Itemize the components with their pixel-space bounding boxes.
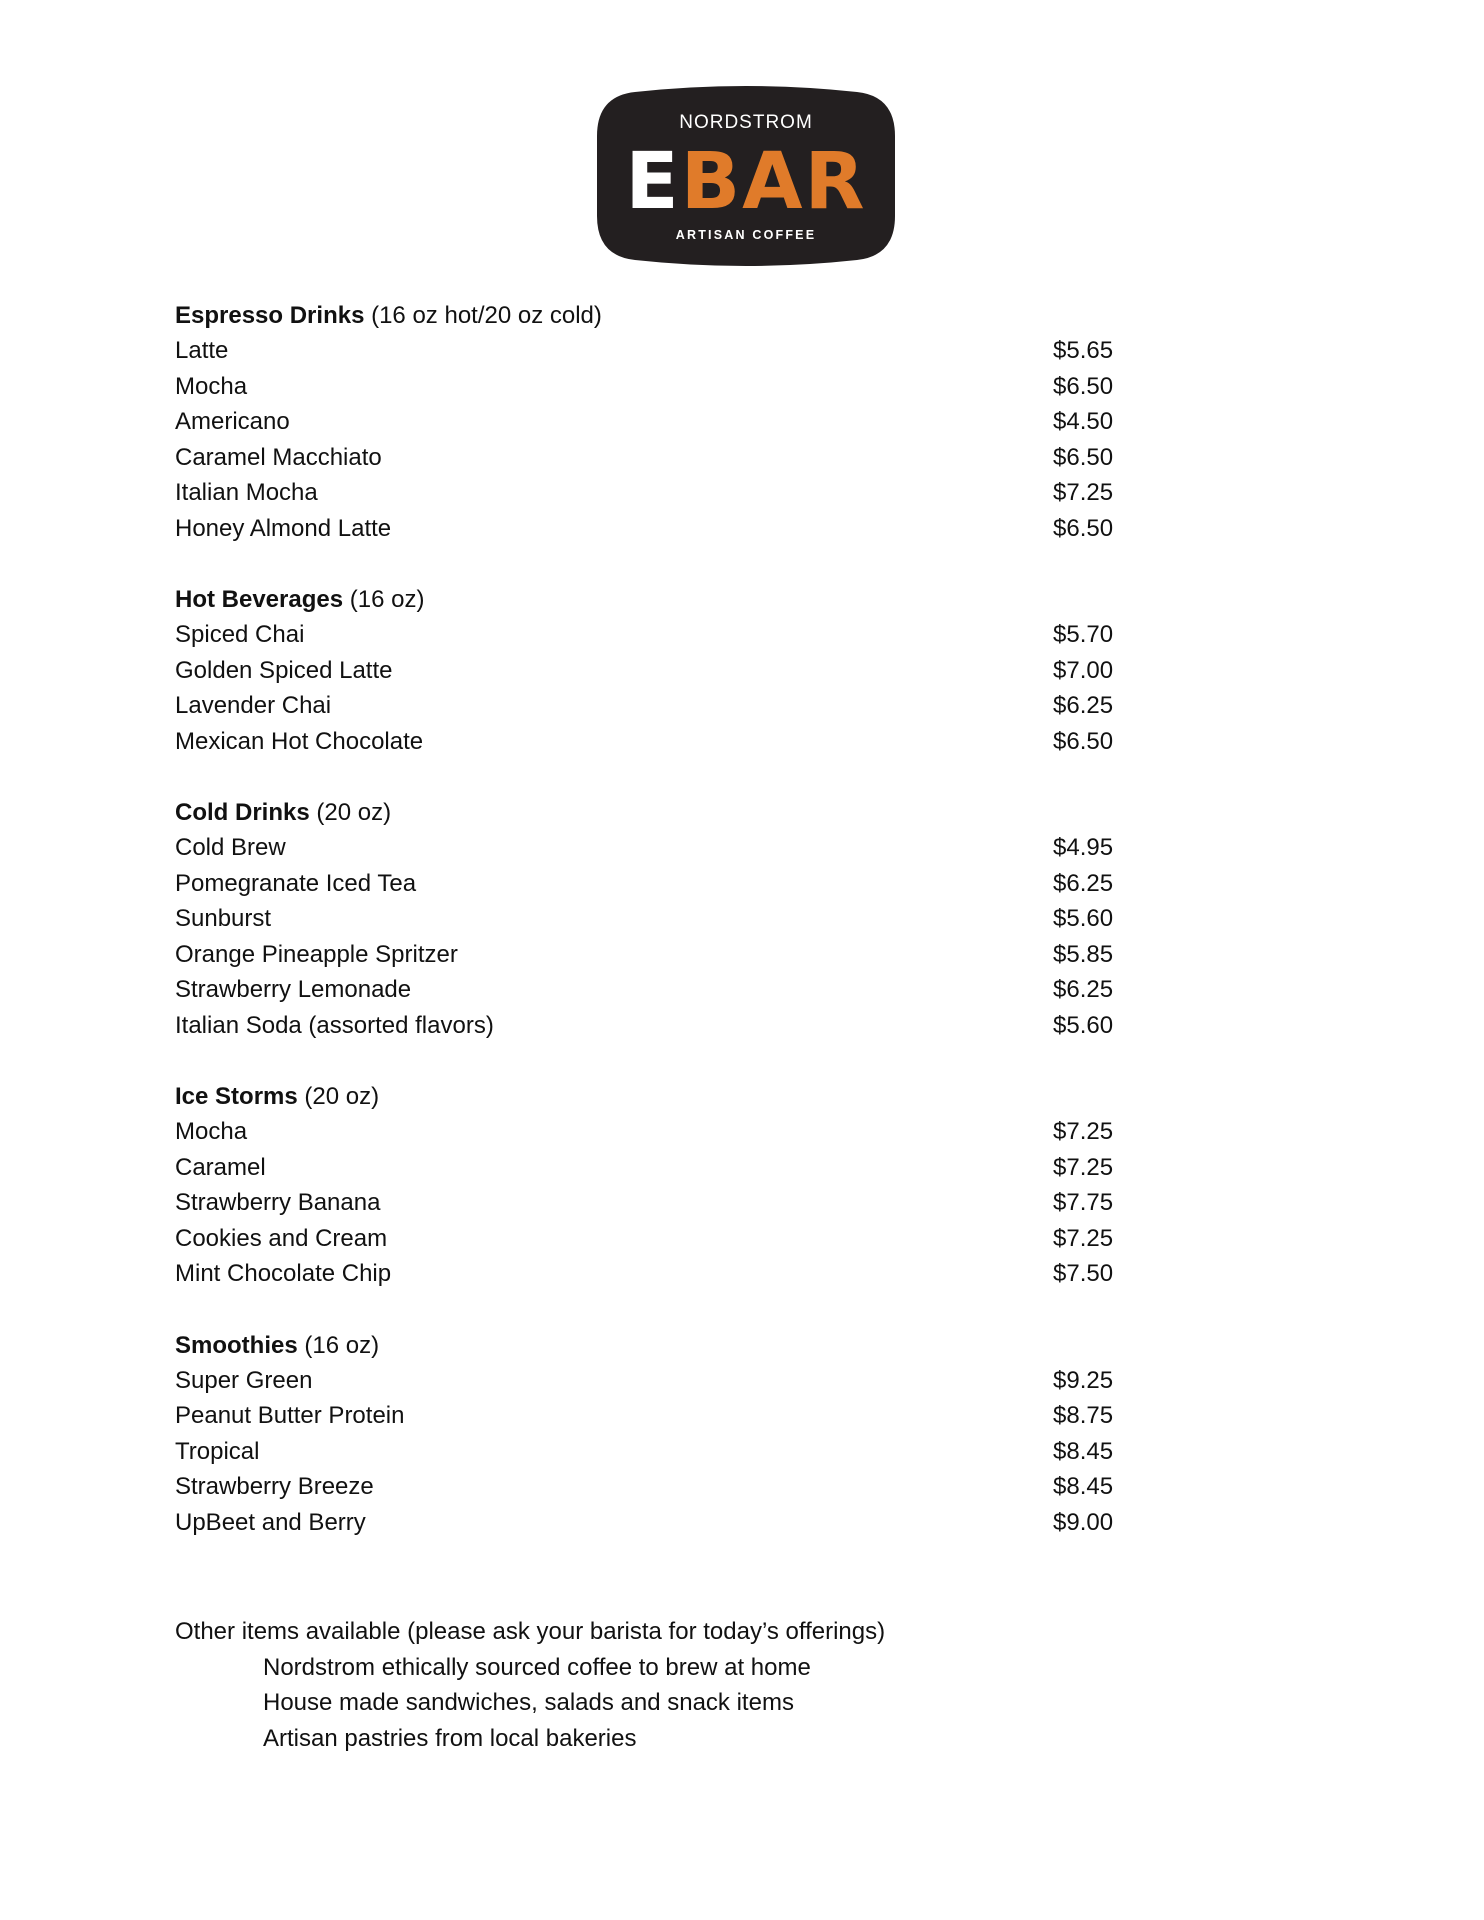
menu-item: [175, 1469, 1115, 1505]
section-heading: [175, 1079, 1115, 1114]
menu-item: [175, 937, 1115, 973]
item-name: Strawberry Banana: [175, 1189, 381, 1216]
item-price: $6.25: [1053, 869, 1114, 897]
menu-section: [175, 298, 1115, 546]
menu-item: [175, 404, 1115, 440]
menu-item: [175, 1505, 1115, 1541]
menu-list: [175, 298, 1115, 1576]
item-name: Spiced Chai: [175, 621, 305, 648]
section-name: Cold Drinks: [175, 799, 310, 826]
item-name: Mocha: [175, 1118, 248, 1145]
item-price: $7.25: [1053, 1224, 1114, 1252]
item-price: $6.50: [1053, 514, 1114, 542]
section-size: (16 oz hot/20 oz cold): [371, 302, 602, 329]
other-item: House made sandwiches, salads and snack items: [263, 1689, 794, 1716]
item-name: Mint Chocolate Chip: [175, 1260, 392, 1287]
section-size: (20 oz): [316, 799, 392, 826]
item-price: $5.85: [1053, 940, 1114, 968]
item-price: $9.25: [1053, 1366, 1114, 1394]
item-name: Caramel Macchiato: [175, 443, 382, 471]
other-item: Artisan pastries from local bakeries: [263, 1724, 637, 1752]
item-price: $8.45: [1053, 1437, 1114, 1465]
item-price: $7.75: [1053, 1189, 1114, 1216]
item-price: $6.25: [1053, 976, 1114, 1003]
item-price: $5.60: [1053, 905, 1114, 932]
menu-item: [175, 1256, 1115, 1292]
menu-item: [175, 866, 1115, 902]
section-name: Hot Beverages: [175, 586, 344, 613]
logo-ebar-text: [625, 137, 866, 227]
item-price: $5.65: [1053, 337, 1114, 364]
item-name: UpBeet and Berry: [175, 1508, 366, 1536]
other-items: [175, 1614, 885, 1756]
logo-badge: [595, 86, 897, 266]
item-name: Caramel: [175, 1153, 266, 1181]
item-name: Orange Pineapple Spritzer: [175, 940, 458, 968]
menu-item: [175, 1185, 1115, 1221]
item-name: Strawberry Lemonade: [175, 976, 412, 1003]
item-name: Mocha: [175, 372, 248, 400]
section-size: (16 oz): [349, 586, 425, 613]
menu-item: [175, 1221, 1115, 1257]
menu-section: [175, 582, 1115, 759]
section-heading: [175, 582, 1115, 617]
item-name: Super Green: [175, 1366, 313, 1394]
item-name: Peanut Butter Protein: [175, 1402, 405, 1429]
menu-item: [175, 972, 1115, 1008]
section-name: Ice Storms: [175, 1083, 298, 1110]
section-size: (20 oz): [304, 1083, 380, 1110]
item-name: Americano: [175, 408, 290, 435]
other-items-intro: Other items available (please ask your barista for today’s offerings): [175, 1618, 886, 1645]
item-price: $6.50: [1053, 727, 1114, 755]
menu-item: [175, 475, 1115, 511]
section-name: Smoothies: [175, 1331, 298, 1359]
item-name: Strawberry Breeze: [175, 1473, 374, 1500]
item-name: Golden Spiced Latte: [175, 656, 393, 684]
menu-item: [175, 369, 1115, 405]
item-name: Latte: [175, 337, 229, 364]
menu-item: [175, 653, 1115, 689]
menu-item: [175, 724, 1115, 760]
logo-bar-letters: BAR: [680, 137, 867, 227]
section-heading: [175, 298, 1115, 333]
item-name: Lavender Chai: [175, 692, 332, 719]
menu-item: [175, 1434, 1115, 1470]
section-size: (16 oz): [304, 1331, 380, 1359]
item-price: $7.50: [1053, 1260, 1114, 1287]
menu-item: [175, 511, 1115, 547]
section-heading: [175, 795, 1115, 830]
item-price: $8.75: [1053, 1402, 1114, 1429]
item-name: Honey Almond Latte: [175, 514, 392, 542]
item-name: Cookies and Cream: [175, 1224, 388, 1252]
menu-item: [175, 1114, 1115, 1150]
logo-nordstrom-text: NORDSTROM: [679, 112, 813, 133]
other-item: Nordstrom ethically sourced coffee to brew at home: [263, 1653, 811, 1681]
menu-item: [175, 688, 1115, 724]
menu-item: [175, 617, 1115, 653]
item-price: $6.25: [1053, 692, 1114, 719]
menu-item: [175, 1150, 1115, 1186]
item-price: $7.25: [1053, 1118, 1114, 1145]
menu-section: [175, 1328, 1115, 1541]
item-name: Sunburst: [175, 905, 272, 932]
item-price: $5.70: [1053, 621, 1114, 648]
logo-artisan-coffee-text: ARTISAN COFFEE: [675, 228, 817, 242]
item-name: Mexican Hot Chocolate: [175, 727, 424, 755]
item-name: Tropical: [175, 1437, 260, 1465]
item-price: $4.95: [1053, 834, 1114, 861]
item-price: $5.60: [1053, 1011, 1114, 1039]
menu-item: [175, 1363, 1115, 1399]
menu-item: [175, 440, 1115, 476]
item-price: $6.50: [1053, 372, 1114, 400]
ebar-logo: [595, 86, 897, 266]
menu-item: [175, 1008, 1115, 1044]
item-price: $4.50: [1053, 408, 1114, 435]
menu-section: [175, 1079, 1115, 1292]
item-price: $7.00: [1053, 656, 1114, 684]
menu-item: [175, 830, 1115, 866]
section-heading: [175, 1328, 1115, 1363]
menu-item: [175, 1398, 1115, 1434]
item-price: $9.00: [1053, 1508, 1114, 1536]
item-name: Italian Soda (assorted flavors): [175, 1011, 494, 1039]
menu-item: [175, 333, 1115, 369]
item-price: $7.25: [1053, 479, 1114, 506]
item-name: Cold Brew: [175, 834, 286, 861]
logo-e-letter: E: [625, 137, 681, 227]
item-name: Pomegranate Iced Tea: [175, 869, 417, 897]
menu-item: [175, 901, 1115, 937]
item-price: $6.50: [1053, 443, 1114, 471]
section-name: Espresso Drinks: [175, 302, 365, 329]
menu-section: [175, 795, 1115, 1043]
item-price: $8.45: [1053, 1473, 1114, 1500]
item-price: $7.25: [1053, 1153, 1114, 1181]
item-name: Italian Mocha: [175, 479, 318, 506]
